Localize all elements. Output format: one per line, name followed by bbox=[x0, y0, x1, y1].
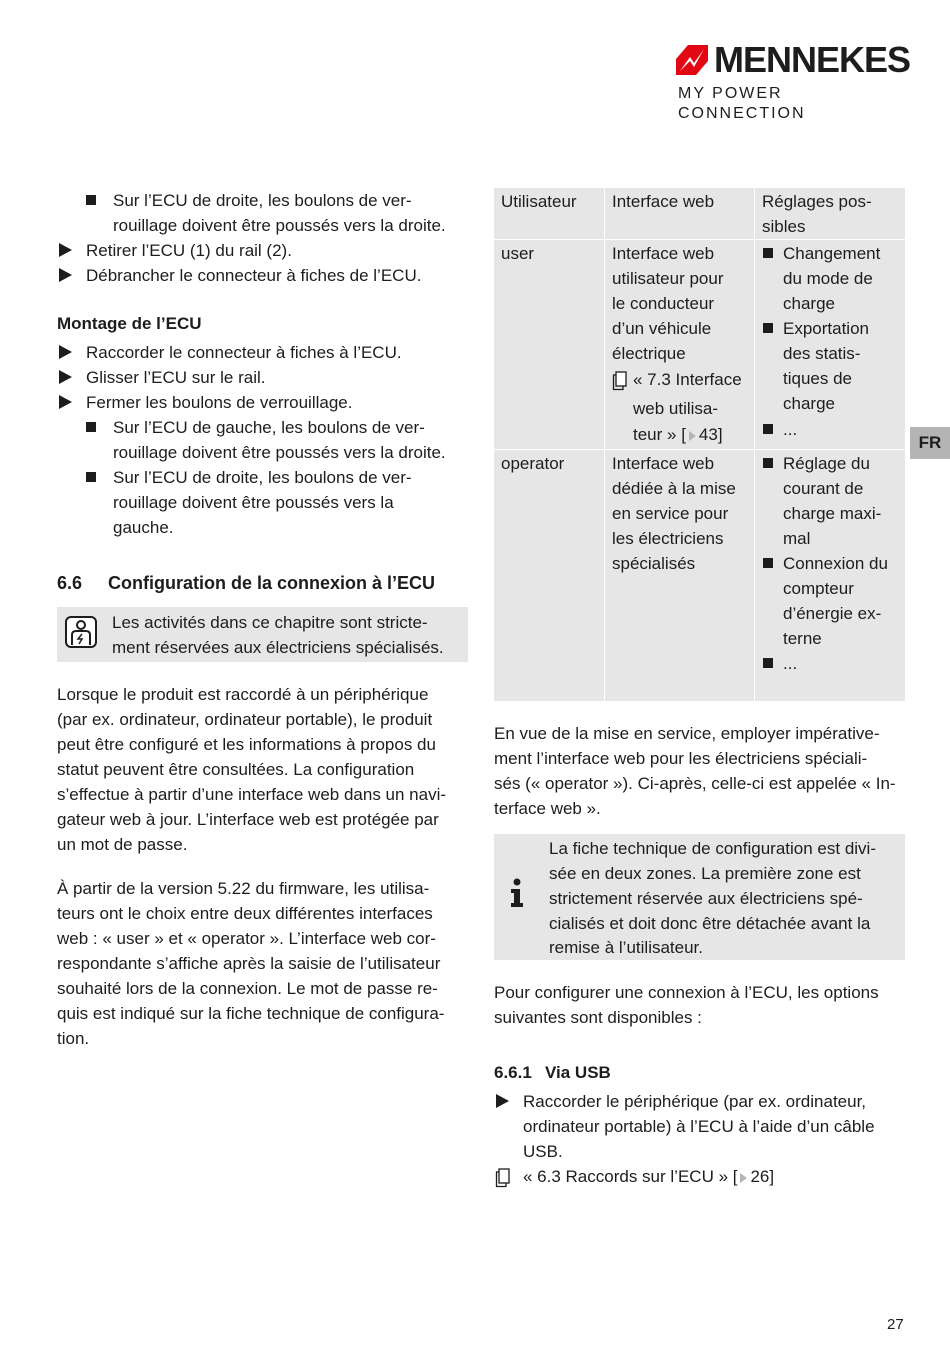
text-line: tion. bbox=[57, 1029, 90, 1048]
text-line: En vue de la mise en service, employer impérative- bbox=[494, 724, 880, 743]
text-line: quis est indiqué sur la fiche technique de configura- bbox=[57, 1004, 445, 1023]
text-line: Sur l’ECU de droite, les boulons de ver- bbox=[113, 468, 412, 487]
header-label: Réglages pos- bbox=[762, 192, 872, 211]
reference-link[interactable]: web utilisa- bbox=[633, 399, 719, 418]
mennekes-logo-icon bbox=[676, 45, 708, 75]
electrician-icon bbox=[64, 615, 98, 649]
section-title: Configuration de la connexion à l’ECU bbox=[108, 573, 436, 593]
page-pointer-icon bbox=[740, 1173, 747, 1183]
header-label: sibles bbox=[762, 217, 806, 236]
header-label: Utilisateur bbox=[501, 192, 577, 211]
table-cell bbox=[494, 240, 604, 449]
info-text: strictement réservée aux électriciens spé- bbox=[549, 889, 863, 908]
language-tab-label: FR bbox=[918, 433, 942, 452]
text-line: web : « user » et « operator ». L’interface web cor- bbox=[57, 929, 436, 948]
row2-iface: Interface web bbox=[612, 454, 715, 473]
info-text: remise à l’utilisateur. bbox=[549, 938, 704, 957]
text-line: teurs ont le choix entre deux différentes interfaces bbox=[57, 904, 433, 923]
row2-setting: Réglage du bbox=[783, 454, 870, 473]
row1-setting: tiques de bbox=[783, 369, 852, 388]
row1-iface: Interface web bbox=[612, 244, 715, 263]
row1-iface: électrique bbox=[612, 344, 686, 363]
brand-logo bbox=[676, 39, 911, 122]
row1-setting: Changement bbox=[783, 244, 881, 263]
row1-setting: ... bbox=[783, 420, 798, 439]
info-text: cialisés et doit donc être détachée avant la bbox=[549, 914, 871, 933]
text-line: Glisser l’ECU sur le rail. bbox=[86, 368, 266, 387]
text-line: s’effectue à partir d’une interface web dans un navi- bbox=[57, 785, 447, 804]
bullet-square bbox=[763, 248, 773, 258]
info-icon bbox=[508, 878, 526, 908]
text-line: respondante s’affiche après la saisie de l’utilisateur bbox=[57, 954, 441, 973]
bullet-square bbox=[763, 558, 773, 568]
row1-iface: le conducteur bbox=[612, 294, 715, 313]
subsection-number: 6.6.1 bbox=[494, 1063, 532, 1082]
bullet-square bbox=[763, 424, 773, 434]
row2-setting: courant de bbox=[783, 479, 864, 498]
action-arrow-icon bbox=[59, 243, 72, 257]
bullet-square bbox=[763, 323, 773, 333]
bullet-square bbox=[86, 472, 96, 482]
reference-page: 43] bbox=[698, 425, 723, 444]
row1-setting: du mode de bbox=[783, 269, 873, 288]
text-line: sés (« operator »). Ci-après, celle-ci est appelée « In- bbox=[494, 774, 896, 793]
text-line: terface web ». bbox=[494, 799, 601, 818]
brand-name: MENNEKES bbox=[714, 39, 911, 80]
document-reference-icon bbox=[612, 371, 628, 391]
action-arrow-icon bbox=[59, 395, 72, 409]
text-line: rouillage doivent être poussés vers la droite. bbox=[113, 443, 446, 462]
bullet-square bbox=[763, 458, 773, 468]
text-line: (par ex. ordinateur, ordinateur portable), le produit bbox=[57, 710, 433, 729]
reference-link[interactable]: « 7.3 Interface bbox=[633, 370, 742, 389]
row1-iface: utilisateur pour bbox=[612, 269, 724, 288]
subsection-title: Via USB bbox=[545, 1063, 611, 1082]
bullet-square bbox=[86, 195, 96, 205]
row2-setting: charge maxi- bbox=[783, 504, 882, 523]
row1-setting: Exportation bbox=[783, 319, 869, 338]
action-arrow-icon bbox=[59, 370, 72, 384]
page-number: 27 bbox=[887, 1316, 904, 1333]
row2-setting: d’énergie ex- bbox=[783, 604, 882, 623]
warning-box bbox=[57, 607, 468, 662]
bullet-square bbox=[86, 422, 96, 432]
header-label: Interface web bbox=[612, 192, 715, 211]
action-arrow-icon bbox=[496, 1094, 509, 1108]
row2-iface: les électriciens bbox=[612, 529, 724, 548]
text-line: Raccorder le connecteur à fiches à l’ECU. bbox=[86, 343, 402, 362]
row2-setting: compteur bbox=[783, 579, 854, 598]
warning-text: ment réservées aux électriciens spécialisés. bbox=[112, 638, 444, 657]
row1-iface: d’un véhicule bbox=[612, 319, 712, 338]
text-line: peut être configuré et les informations à propos du bbox=[57, 735, 436, 754]
text-line: Sur l’ECU de gauche, les boulons de ver- bbox=[113, 418, 425, 437]
text-line: gauche. bbox=[113, 518, 174, 537]
text-line: un mot de passe. bbox=[57, 835, 188, 854]
text-line: À partir de la version 5.22 du firmware, les utilisa- bbox=[57, 879, 430, 898]
row2-setting: ... bbox=[783, 654, 798, 673]
row2-iface: spécialisés bbox=[612, 554, 696, 573]
text-line: USB. bbox=[523, 1142, 563, 1161]
row1-user: user bbox=[501, 244, 535, 263]
text-line: gateur web à jour. L’interface web est protégée par bbox=[57, 810, 439, 829]
brand-tagline: MY POWER CONNECTION bbox=[678, 85, 806, 122]
text-line: Sur l’ECU de droite, les boulons de ver- bbox=[113, 191, 412, 210]
action-arrow-icon bbox=[59, 345, 72, 359]
row2-user: operator bbox=[501, 454, 565, 473]
reference-page: 26] bbox=[750, 1167, 775, 1186]
text-line: rouillage doivent être poussés vers la droite. bbox=[113, 216, 446, 235]
info-box bbox=[494, 834, 905, 960]
row2-setting: mal bbox=[783, 529, 811, 548]
warning-text: Les activités dans ce chapitre sont stricte- bbox=[112, 613, 428, 632]
text-line: rouillage doivent être poussés vers la bbox=[113, 493, 394, 512]
row2-setting: terne bbox=[783, 629, 822, 648]
action-arrow-icon bbox=[59, 268, 72, 282]
row1-setting: charge bbox=[783, 294, 835, 313]
reference-text: « 6.3 Raccords sur l’ECU » [ bbox=[523, 1167, 738, 1186]
text-line: ordinateur portable) à l’ECU à l’aide d’un câble bbox=[523, 1117, 875, 1136]
language-tab bbox=[910, 427, 950, 459]
row2-iface: en service pour bbox=[612, 504, 729, 523]
row1-setting: charge bbox=[783, 394, 835, 413]
reference-link[interactable] bbox=[523, 1164, 774, 1189]
section-number: 6.6 bbox=[57, 573, 83, 593]
text-line: ment l’interface web pour les électriciens spéciali- bbox=[494, 749, 868, 768]
row2-setting: Connexion du bbox=[783, 554, 888, 573]
reference-link[interactable] bbox=[633, 422, 723, 447]
text-line: souhaité lors de la connexion. Le mot de passe re- bbox=[57, 979, 438, 998]
page-pointer-icon bbox=[689, 431, 696, 441]
text-line: Débrancher le connecteur à fiches de l’ECU. bbox=[86, 266, 422, 285]
text-line: Retirer l’ECU (1) du rail (2). bbox=[86, 241, 292, 260]
text-line: suivantes sont disponibles : bbox=[494, 1008, 702, 1027]
subheading: Montage de l’ECU bbox=[57, 314, 202, 333]
text-line: Raccorder le périphérique (par ex. ordinateur, bbox=[523, 1092, 867, 1111]
info-text: sée en deux zones. La première zone est bbox=[549, 864, 861, 883]
text-line: statut peuvent être consultées. La configuration bbox=[57, 760, 415, 779]
row2-iface: dédiée à la mise bbox=[612, 479, 736, 498]
text-line: Pour configurer une connexion à l’ECU, les options bbox=[494, 983, 879, 1002]
info-text: La fiche technique de configuration est divi- bbox=[549, 839, 876, 858]
bullet-square bbox=[763, 658, 773, 668]
text-line: Lorsque le produit est raccordé à un périphérique bbox=[57, 685, 429, 704]
table-cell bbox=[494, 450, 604, 701]
document-reference-icon bbox=[495, 1168, 511, 1188]
row1-setting: des statis- bbox=[783, 344, 861, 363]
text-line: Fermer les boulons de verrouillage. bbox=[86, 393, 353, 412]
reference-text: teur » [ bbox=[633, 425, 686, 444]
